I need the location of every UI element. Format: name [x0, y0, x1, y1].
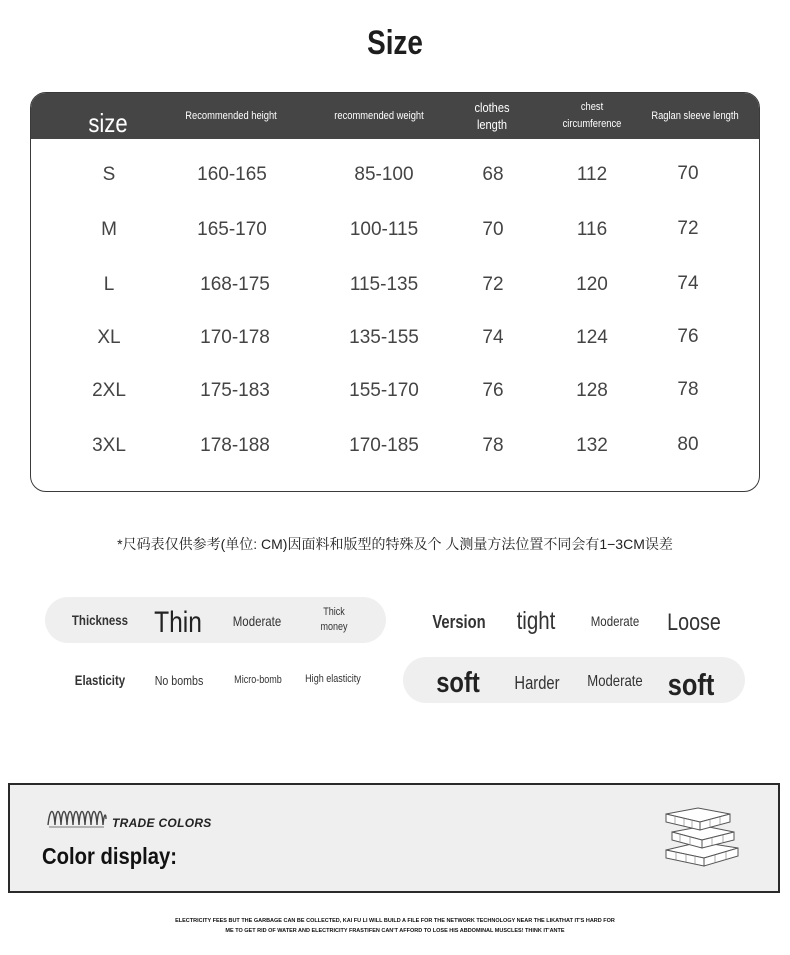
- header-chest: chest circumference: [562, 101, 622, 130]
- softness-option-harder: Harder: [514, 673, 560, 693]
- version-option-tight: tight: [516, 607, 556, 635]
- cell-chest: 112: [576, 164, 608, 185]
- version-option-loose: Loose: [667, 609, 721, 636]
- measurement-note: *尺码表仅供参考(单位: CM)因面料和版型的特殊及个 人测量方法位置不同会有1−3CM误差: [117, 536, 673, 552]
- page-title: Size: [367, 24, 423, 62]
- cell-weight: 135-155: [349, 327, 419, 348]
- cell-length: 72: [482, 274, 504, 295]
- cell-sleeve: 80: [677, 434, 699, 455]
- cell-length: 68: [482, 164, 504, 185]
- cell-height: 160-165: [197, 164, 267, 185]
- table-row: [31, 210, 759, 250]
- thickness-label: Thickness: [71, 612, 129, 628]
- elasticity-label: Elasticity: [74, 672, 126, 688]
- cell-weight: 170-185: [349, 435, 419, 456]
- cube-stack-icon: [660, 806, 742, 868]
- trade-colors-label: TRADE COLORS: [112, 816, 212, 830]
- cell-weight: 85-100: [354, 164, 414, 185]
- cell-chest: 120: [576, 274, 608, 295]
- cell-sleeve: 78: [677, 379, 699, 400]
- thickness-option-thick: Thick money: [320, 606, 348, 633]
- spring-icon: [46, 805, 108, 829]
- version-label: Version: [432, 612, 486, 632]
- softness-option-moderate: Moderate: [587, 673, 643, 690]
- header-sleeve: Raglan sleeve length: [651, 109, 739, 122]
- table-row: [31, 318, 759, 358]
- header-size: size: [88, 107, 128, 138]
- cell-chest: 124: [576, 327, 608, 348]
- cell-length: 74: [482, 327, 504, 348]
- cell-height: 178-188: [200, 435, 270, 456]
- footer-text: [0, 916, 790, 936]
- cell-length: 70: [482, 219, 504, 240]
- cell-size: 3XL: [92, 435, 126, 456]
- thickness-option-moderate: Moderate: [232, 613, 282, 629]
- thickness-option-thin: Thin: [154, 606, 202, 639]
- elasticity-option-micro-bomb: Micro-bomb: [234, 674, 282, 686]
- footer-line-1: ELECTRICITY FEES BUT THE GARBAGE CAN BE COLLECTED, KAI FU LI WILL BUILD A FILE FOR THE NETWORK TECHNOLOGY NEAR THE LIKATHAT IT'S HARD FOR: [175, 918, 615, 924]
- cell-sleeve: 70: [677, 163, 699, 184]
- softness-option-soft: soft: [436, 667, 480, 699]
- cell-chest: 128: [576, 380, 608, 401]
- cell-weight: 155-170: [349, 380, 419, 401]
- softness-option-soft-selected: soft: [667, 667, 715, 702]
- size-table: [30, 92, 760, 492]
- cell-size: M: [101, 219, 117, 240]
- cell-length: 78: [482, 435, 504, 456]
- cell-height: 175-183: [200, 380, 270, 401]
- cell-height: 168-175: [200, 274, 270, 295]
- cell-size: XL: [97, 327, 121, 348]
- table-row: [31, 155, 759, 195]
- cell-weight: 115-135: [349, 274, 419, 295]
- cell-chest: 132: [576, 435, 608, 456]
- footer-line-2: ME TO GET RID OF WATER AND ELECTRICITY FRASTIFEN CAN'T AFFORD TO LOSE HIS ABDOMINAL MUSCLES! THINK IT'ANTE: [225, 928, 565, 934]
- table-row: [31, 426, 759, 466]
- cell-height: 165-170: [197, 219, 267, 240]
- cell-height: 170-178: [200, 327, 270, 348]
- cell-size: S: [102, 164, 116, 185]
- cell-sleeve: 72: [677, 218, 699, 239]
- cell-length: 76: [482, 380, 504, 401]
- cell-size: L: [103, 274, 115, 295]
- version-option-moderate: Moderate: [590, 613, 640, 629]
- cell-sleeve: 74: [677, 273, 699, 294]
- table-row: [31, 371, 759, 411]
- cell-size: 2XL: [92, 380, 126, 401]
- header-height: Recommended height: [185, 109, 277, 122]
- table-row: [31, 265, 759, 305]
- cell-weight: 100-115: [349, 219, 419, 240]
- header-weight: recommended weight: [334, 109, 424, 122]
- cell-chest: 116: [576, 219, 608, 240]
- cell-sleeve: 76: [677, 326, 699, 347]
- table-header: [31, 93, 759, 139]
- color-display-heading: Color display:: [42, 843, 177, 869]
- header-length: clothes length: [474, 100, 510, 132]
- elasticity-option-no-bombs: No bombs: [154, 673, 204, 688]
- elasticity-option-high: High elasticity: [305, 673, 361, 685]
